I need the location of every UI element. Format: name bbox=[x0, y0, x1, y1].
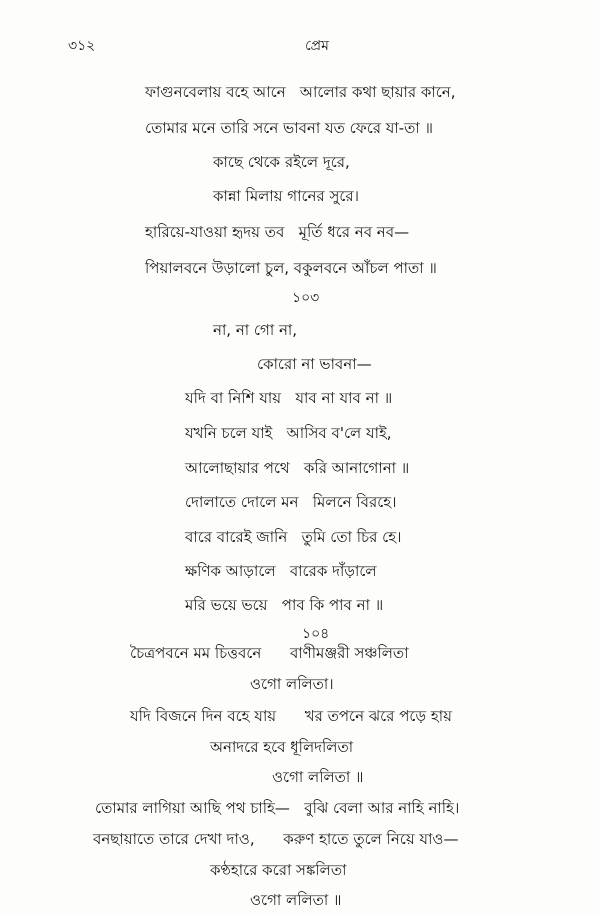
verse-line: কান্না মিলায় গানের সুরে। bbox=[213, 187, 360, 205]
verse-line: কোরো না ভাবনা— bbox=[257, 355, 372, 373]
verse-line: হারিয়ে-যাওয়া হৃদয় তব মূর্তি ধরে নব নব— bbox=[145, 223, 410, 241]
verse-line: বনছায়াতে তারে দেখা দাও, করুণ হাতে তুলে নিয়ে যাও— bbox=[93, 830, 459, 848]
verse-line: অনাদরে হবে ধূলিদলিতা bbox=[210, 738, 354, 756]
verse-line: না, না গো না, bbox=[213, 321, 298, 339]
verse-line: চৈত্রপবনে মম চিত্তবনে বাণীমঞ্জরী সঞ্চলিতা bbox=[130, 644, 409, 662]
page-title: প্রেম bbox=[305, 38, 329, 54]
verse-line: ওগো ললিতা। bbox=[250, 675, 334, 693]
verse-line: পিয়ালবনে উড়ালো চুল, বকুলবনে আঁচল পাতা ॥ bbox=[145, 259, 437, 277]
verse-line: যখনি চলে যাই আসিব ব'লে যাই, bbox=[185, 424, 392, 442]
verse-line: কণ্ঠহারে করো সঙ্কলিতা bbox=[210, 861, 347, 879]
verse-line: যদি বা নিশি যায় যাব না যাব না ॥ bbox=[185, 389, 393, 407]
verse-line: ফাগুনবেলায় বহে আনে আলোর কথা ছায়ার কানে, bbox=[145, 83, 456, 101]
verse-line: মরি ভয়ে ভয়ে পাব কি পাব না ॥ bbox=[185, 596, 384, 614]
verse-line: কাছে থেকে রইলে দূরে, bbox=[213, 153, 350, 171]
verse-line: তোমার লাগিয়া আছি পথ চাহি— বুঝি বেলা আর নাহি নাহি। bbox=[95, 799, 460, 817]
verse-line: ওগো ললিতা ॥ bbox=[272, 768, 364, 786]
verse-line: দোলাতে দোলে মন মিলনে বিরহে। bbox=[185, 493, 397, 511]
verse-line: আলোছায়ার পথে করি আনাগোনা ॥ bbox=[185, 459, 410, 477]
verse-line: যদি বিজনে দিন বহে যায় খর তপনে ঝরে পড়ে হায় bbox=[130, 707, 452, 725]
verse-line: তোমার মনে তারি সনে ভাবনা যত ফেরে যা-তা ॥ bbox=[145, 119, 434, 137]
page-number: ৩১২ bbox=[68, 38, 96, 54]
verse-line: ক্ষণিক আড়ালে বারেক দাঁড়ালে bbox=[185, 562, 377, 580]
verse-line: ওগো ললিতা ॥ bbox=[250, 891, 342, 909]
song-number: ১০৩ bbox=[292, 290, 320, 306]
verse-line: বারে বারেই জানি তুমি তো চির হে। bbox=[185, 528, 402, 546]
song-number: ১০৪ bbox=[302, 626, 330, 642]
